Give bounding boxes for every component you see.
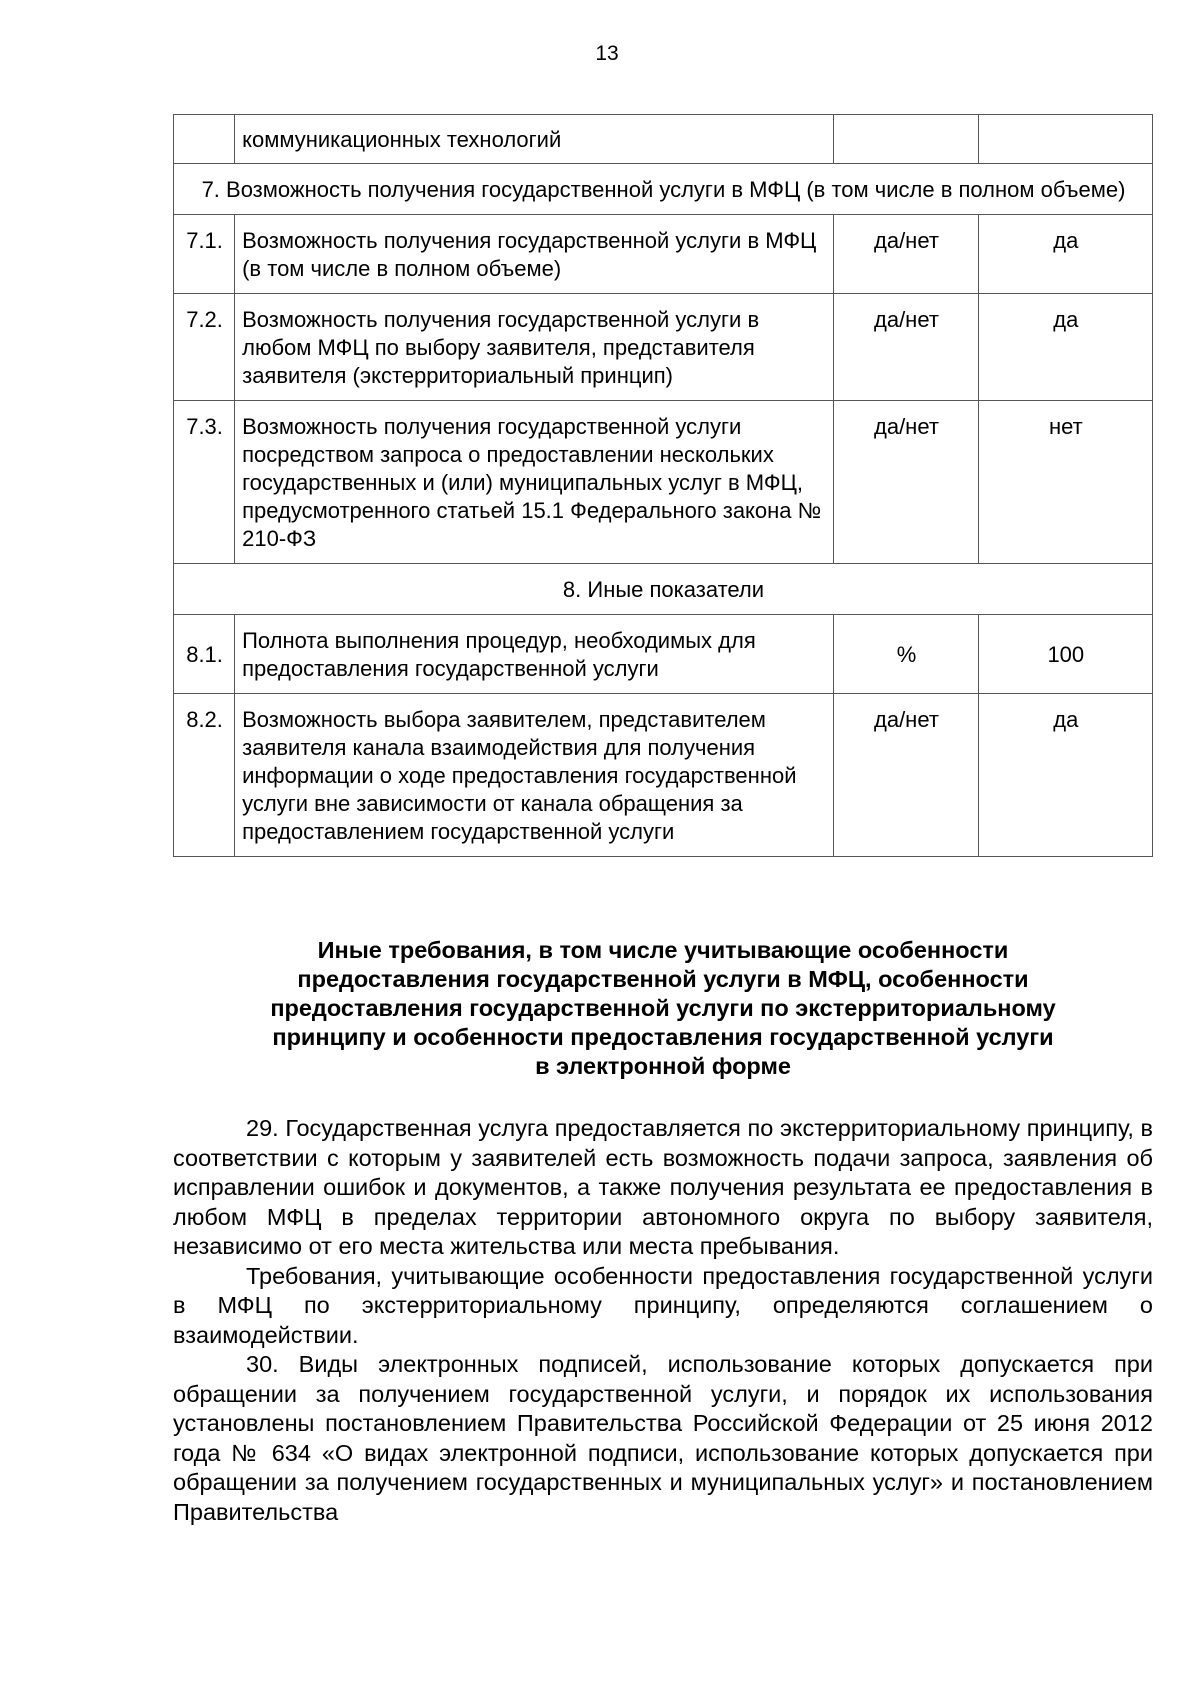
row-unit: да/нет: [834, 215, 978, 294]
row-unit: да/нет: [834, 694, 978, 857]
table-row: [174, 215, 1153, 294]
row-description: Возможность получения государственной услуги в МФЦ (в том числе в полном объеме): [235, 215, 834, 294]
table-row: [174, 115, 1153, 164]
section-heading: [173, 936, 1153, 1081]
row-value: нет: [978, 401, 1152, 564]
heading-line: предоставления государственной услуги по экстерриториальному: [270, 995, 1056, 1021]
section-row: [174, 564, 1153, 615]
section-heading-7: 7. Возможность получения государственной услуги в МФЦ (в том числе в полном объеме): [174, 164, 1153, 215]
paragraph-29: 29. Государственная услуга предоставляется по экстерриториальному принципу, в соответствии с которым у заявителей есть возможность подачи запроса, заявления об исправлении ошибок и документов, а также получения результата ее предоставления в любом МФЦ в пределах территории автономного округа по выбору заявителя, независимо от его места жительства или места пребывания.: [173, 1115, 1153, 1259]
row-description: Возможность выбора заявителем, представителем заявителя канала взаимодействия для получения информации о ходе предоставления государственной услуги вне зависимости от канала обращения за предоставлением государственной услуги: [235, 694, 834, 857]
row-value: да: [978, 215, 1152, 294]
row-number: 7.2.: [174, 294, 235, 401]
heading-line: Иные требования, в том числе учитывающие особенности: [317, 937, 1009, 963]
row-number: 8.2.: [174, 694, 235, 857]
heading-line: в электронной форме: [535, 1053, 791, 1079]
table-row: [174, 615, 1153, 694]
row-number: 7.3.: [174, 401, 235, 564]
row-number: 8.1.: [174, 615, 235, 694]
body-text: [173, 1114, 1153, 1527]
heading-line: принципу и особенности предоставления государственной услуги: [272, 1024, 1054, 1050]
heading-line: предоставления государственной услуги в МФЦ, особенности: [297, 966, 1029, 992]
row-value: да: [978, 294, 1152, 401]
row-unit: да/нет: [834, 294, 978, 401]
table-row: [174, 694, 1153, 857]
paragraph-30: 30. Виды электронных подписей, использование которых допускается при обращении за получением государственной услуги, и порядок их использования установлены постановлением Правительства Российской Федерации от 25 июня 2012 года № 634 «О видах электронной подписи, использование которых допускается при обращении за получением государственных и муниципальных услуг» и постановлением Правительства: [173, 1351, 1153, 1525]
row-value: да: [978, 694, 1152, 857]
row-unit: да/нет: [834, 401, 978, 564]
table-row: [174, 401, 1153, 564]
row-unit: %: [834, 615, 978, 694]
table-row: [174, 294, 1153, 401]
page-number: 13: [595, 42, 619, 65]
row-unit: [834, 115, 978, 164]
row-number: [174, 115, 235, 164]
section-heading-8: 8. Иные показатели: [174, 564, 1153, 615]
row-description: Полнота выполнения процедур, необходимых для предоставления государственной услуги: [235, 615, 834, 694]
indicators-table: [173, 114, 1153, 857]
paragraph-29-requirements: Требования, учитывающие особенности предоставления государственной услуги в МФЦ по экстерриториальному принципу, определяются соглашением о взаимодействии.: [173, 1262, 1153, 1348]
row-number: 7.1.: [174, 215, 235, 294]
row-description: Возможность получения государственной услуги в любом МФЦ по выбору заявителя, представителя заявителя (экстерриториальный принцип): [235, 294, 834, 401]
section-row: [174, 164, 1153, 215]
row-description: коммуникационных технологий: [235, 115, 834, 164]
row-value: 100: [978, 615, 1152, 694]
row-description: Возможность получения государственной услуги посредством запроса о предоставлении нескольких государственных и (или) муниципальных услуг в МФЦ, предусмотренного статьей 15.1 Федерального закона № 210-ФЗ: [235, 401, 834, 564]
row-value: [978, 115, 1152, 164]
